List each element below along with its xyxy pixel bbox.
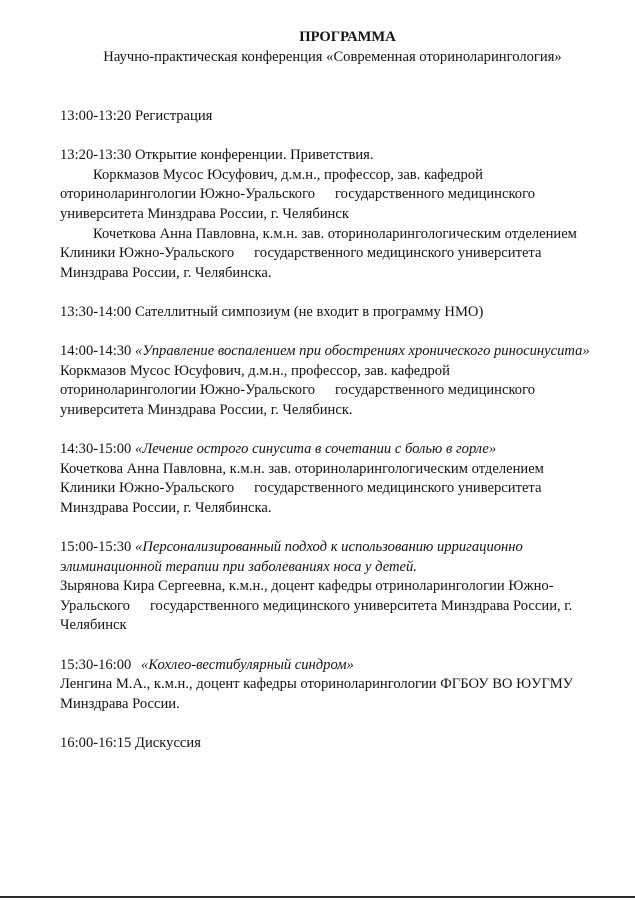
speaker-line: Кочеткова Анна Павловна, к.м.н. зав. оториноларингологическим отделением — [60, 460, 544, 477]
time-slot: 15:00-15:30 — [60, 539, 132, 556]
schedule-item-irrigation-therapy — [60, 538, 625, 636]
speaker-line: Минздрава России, г. Челябинска. — [60, 264, 272, 281]
schedule-item-cochleovestibular — [60, 656, 625, 715]
item-title: Дискуссия — [135, 735, 201, 751]
speaker-line: Клиники Южно-Уральского государственного медицинского университета — [60, 245, 542, 262]
speaker-kochetkova — [60, 225, 625, 284]
speaker-line: университета Минздрава России, г. Челябинск — [60, 205, 349, 222]
time-slot: 13:00-13:20 — [60, 108, 132, 124]
schedule-item-registration — [60, 107, 625, 127]
schedule-item-discussion — [60, 734, 625, 754]
talk-title: «Управление воспалением при обострениях хронического риносинусита» — [135, 343, 590, 360]
talk-title: «Лечение острого синусита в сочетании с болью в горле» — [135, 441, 497, 458]
speaker-line: Зырянова Кира Сергеевна, к.м.н., доцент кафедры отриноларингологии Южно- — [60, 578, 554, 595]
page-title: ПРОГРАММА — [299, 29, 396, 45]
schedule-item-rhinosinusitis — [60, 342, 625, 420]
item-title: Открытие конференции. Приветствия. — [135, 147, 374, 164]
time-slot: 15:30-16:00 — [60, 656, 132, 673]
speaker-korkmazov — [60, 166, 625, 225]
page-bottom-border — [0, 896, 635, 898]
speaker-line: Ленгина М.А., к.м.н., доцент кафедры оториноларингологии ФГБОУ ВО ЮУГМУ — [60, 676, 574, 693]
item-title: Регистрация — [135, 108, 213, 124]
program-schedule — [60, 107, 625, 773]
time-slot: 16:00-16:15 — [60, 735, 132, 751]
talk-title: «Персонализированный подход к использованию ирригационно — [135, 539, 523, 556]
speaker-line: Челябинск — [60, 617, 127, 634]
schedule-item-opening — [60, 146, 625, 283]
schedule-item-acute-sinusitis — [60, 440, 625, 518]
talk-title: «Кохлео-вестибулярный синдром» — [141, 656, 354, 673]
schedule-item-satellite-symposium — [60, 303, 625, 323]
talk-title-continued: элиминационной терапии при заболеваниях носа у детей. — [60, 558, 417, 575]
speaker-line: Минздрава России. — [60, 695, 180, 712]
speaker-line: оториноларингологии Южно-Уральского государственного медицинского — [60, 186, 536, 203]
conference-subtitle: Научно-практическая конференция «Современная оториноларингология» — [103, 49, 562, 65]
speaker-line: Минздрава России, г. Челябинска. — [60, 499, 272, 516]
speaker-line: Кочеткова Анна Павловна, к.м.н. зав. оториноларингологическим отделением — [93, 225, 577, 242]
speaker-line: Клиники Южно-Уральского государственного медицинского университета — [60, 480, 542, 497]
time-slot: 13:30-14:00 — [60, 303, 132, 320]
time-slot: 14:00-14:30 — [60, 343, 132, 360]
time-slot: 13:20-13:30 — [60, 147, 132, 164]
speaker-line: Коркмазов Мусос Юсуфович, д.м.н., профессор, зав. кафедрой — [93, 166, 483, 183]
speaker-line: Коркмазов Мусос Юсуфович, д.м.н., профессор, зав. кафедрой — [60, 362, 450, 379]
time-slot: 14:30-15:00 — [60, 441, 132, 458]
speaker-line: университета Минздрава России, г. Челябинск. — [60, 401, 353, 418]
speaker-line: оториноларингологии Южно-Уральского государственного медицинского — [60, 382, 536, 399]
item-title: Сателлитный симпозиум (не входит в программу НМО) — [135, 303, 484, 320]
speaker-line: Уральского государственного медицинского университета Минздрава России, г. — [60, 597, 573, 614]
